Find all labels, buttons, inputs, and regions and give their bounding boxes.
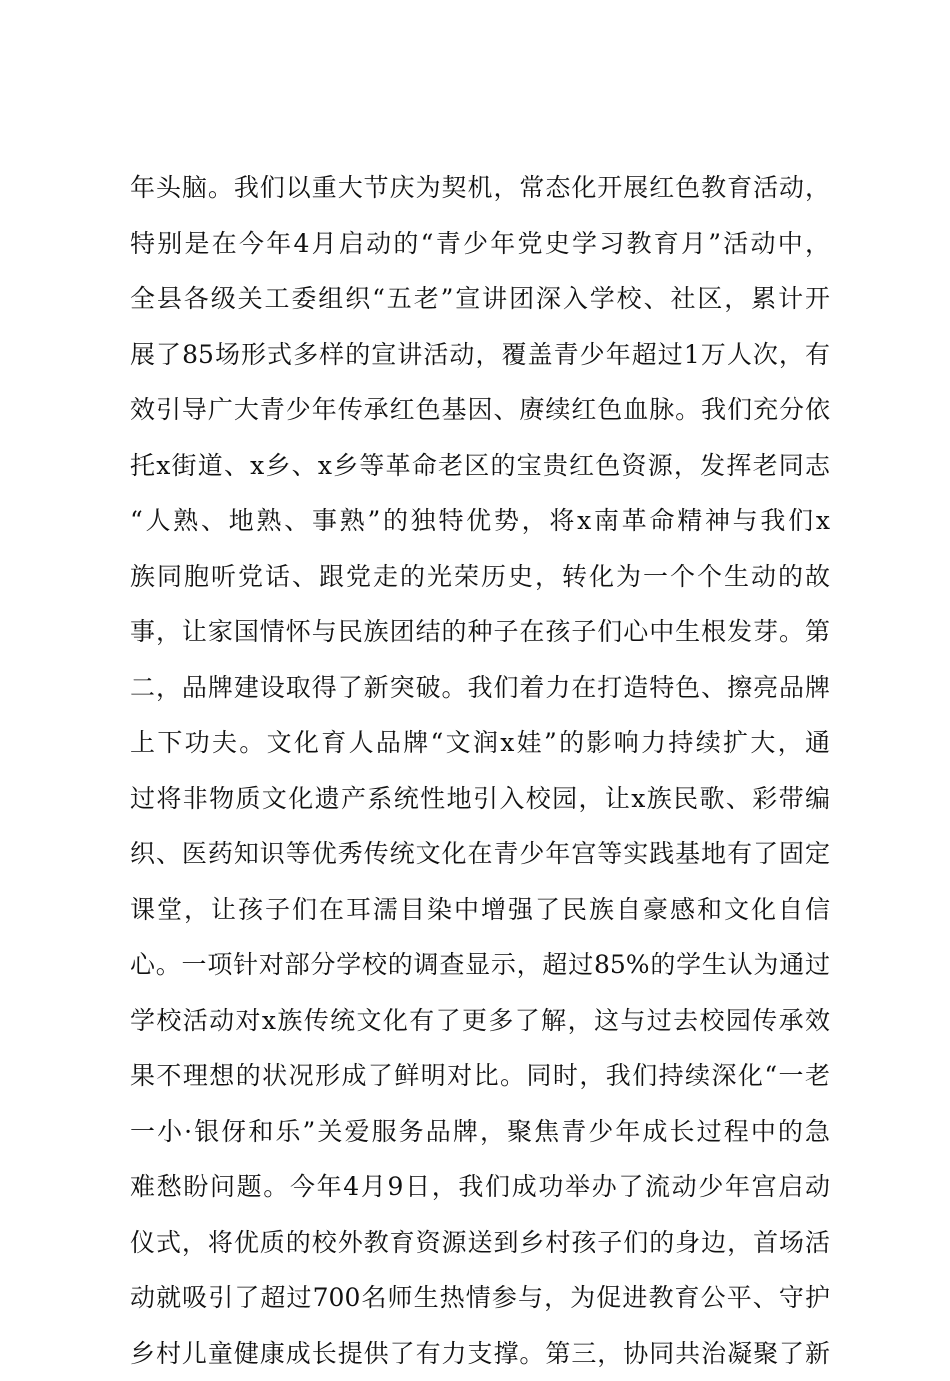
text-line: 族同胞听党话、跟党走的光荣历史，转化为一个个生动的故	[130, 549, 830, 605]
text-line: 织、医药知识等优秀传统文化在青少年宫等实践基地有了固定	[130, 826, 830, 882]
text-line: 托x街道、x乡、x乡等革命老区的宝贵红色资源，发挥老同志	[130, 438, 830, 494]
text-line: 难愁盼问题。今年4月9日，我们成功举办了流动少年宫启动	[130, 1159, 830, 1215]
text-line: 一小·银伢和乐”关爱服务品牌，聚焦青少年成长过程中的急	[130, 1104, 830, 1160]
text-line: 心。一项针对部分学校的调查显示，超过85%的学生认为通过	[130, 937, 830, 993]
text-line: 事，让家国情怀与民族团结的种子在孩子们心中生根发芽。第	[130, 604, 830, 660]
text-line: 特别是在今年4月启动的“青少年党史学习教育月”活动中，	[130, 216, 830, 272]
text-line: 效引导广大青少年传承红色基因、赓续红色血脉。我们充分依	[130, 382, 830, 438]
text-line: 课堂，让孩子们在耳濡目染中增强了民族自豪感和文化自信	[130, 882, 830, 938]
text-line: 展了85场形式多样的宣讲活动，覆盖青少年超过1万人次，有	[130, 327, 830, 383]
text-line: 过将非物质文化遗产系统性地引入校园，让x族民歌、彩带编	[130, 771, 830, 827]
text-line: 学校活动对x族传统文化有了更多了解，这与过去校园传承效	[130, 993, 830, 1049]
text-line: 年头脑。我们以重大节庆为契机，常态化开展红色教育活动，	[130, 160, 830, 216]
text-line: 全县各级关工委组织“五老”宣讲团深入学校、社区，累计开	[130, 271, 830, 327]
text-line: 乡村儿童健康成长提供了有力支撑。第三，协同共治凝聚了新	[130, 1326, 830, 1381]
body-paragraph	[130, 160, 830, 1381]
text-line: “人熟、地熟、事熟”的独特优势，将x南革命精神与我们x	[130, 493, 830, 549]
text-line: 仪式，将优质的校外教育资源送到乡村孩子们的身边，首场活	[130, 1215, 830, 1271]
text-line: 果不理想的状况形成了鲜明对比。同时，我们持续深化“一老	[130, 1048, 830, 1104]
text-line: 上下功夫。文化育人品牌“文润x娃”的影响力持续扩大，通	[130, 715, 830, 771]
text-line: 二，品牌建设取得了新突破。我们着力在打造特色、擦亮品牌	[130, 660, 830, 716]
text-line: 动就吸引了超过700名师生热情参与，为促进教育公平、守护	[130, 1270, 830, 1326]
